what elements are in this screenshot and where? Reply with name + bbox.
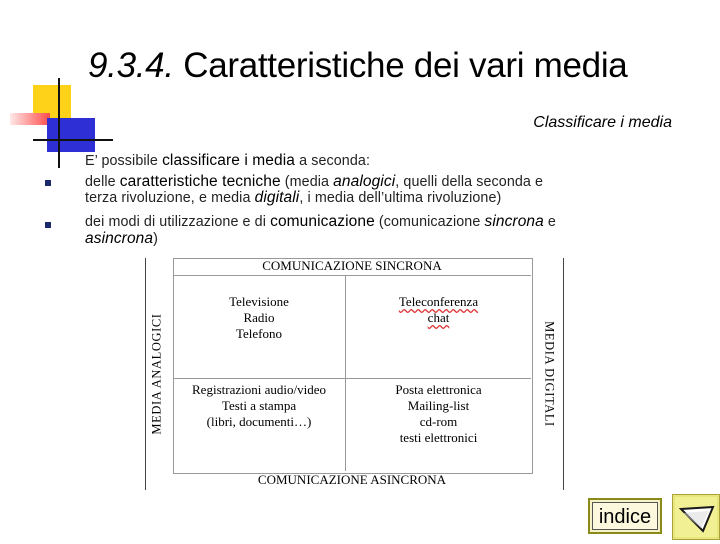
b1-line2-text: terza rivoluzione, e media [85, 190, 255, 206]
b1-italic: analogici [333, 173, 396, 190]
b2-text-a: dei modi di utilizzazione e di [85, 214, 271, 230]
title-text: Caratteristiche dei vari media [183, 46, 628, 85]
intro-emphasis: classificare i media [162, 152, 295, 169]
bullet-2-line-1 [85, 214, 556, 230]
b2-line2-italic: asincrona [85, 230, 154, 247]
slide-title [88, 46, 627, 86]
cell-item: testi elettronici [399, 430, 478, 445]
table-left-edge [145, 258, 146, 490]
cell-item: Registrazioni audio/video [192, 382, 326, 397]
b2-text-c: e [543, 214, 556, 230]
media-classification-table [145, 256, 565, 492]
decor-horizontal-line [33, 139, 113, 141]
bullet-1-line-1 [85, 174, 543, 190]
decor-red-bar [10, 113, 50, 125]
cell-item: Posta elettronica [395, 382, 482, 397]
bottom-axis-label: COMUNICAZIONE ASINCRONA [257, 472, 447, 487]
table-rule [173, 275, 531, 276]
title-number: 9.3.4. [88, 46, 174, 85]
cell-item: Mailing-list [407, 398, 470, 413]
b1-line2-end: , i media dell’ultima rivoluzione) [299, 190, 502, 206]
b1-text-c: , quelli della seconda e [395, 174, 544, 190]
cell-item: Teleconferenza [398, 294, 479, 309]
bullet-marker [45, 180, 51, 186]
decor-blue-square [47, 118, 95, 152]
b1-text-a: delle [85, 174, 120, 190]
right-axis-label: MEDIA DIGITALI [542, 321, 557, 427]
b1-line2-italic: digitali [254, 189, 300, 206]
table-rule [173, 378, 531, 379]
indice-label: indice [592, 502, 658, 530]
left-axis-label: MEDIA ANALOGICI [149, 313, 164, 435]
cell-digital-sync [346, 294, 531, 326]
slide-subtitle: Classificare i media [533, 114, 672, 131]
intro-text-b: a seconda: [295, 153, 371, 169]
cell-item: chat [427, 310, 450, 325]
intro-text-a: E’ possibile [85, 153, 163, 169]
intro-line [85, 153, 370, 169]
b1-emphasis: caratteristiche tecniche [119, 173, 281, 190]
b1-text-b: (media [280, 174, 334, 190]
top-axis-label: COMUNICAZIONE SINCRONA [262, 258, 442, 273]
bullet-marker [45, 222, 51, 228]
cell-item: Radio [243, 310, 275, 325]
cell-digital-async [346, 382, 531, 446]
cell-item: (libri, documenti…) [206, 414, 312, 429]
b2-line2-end: ) [153, 231, 158, 247]
b2-emphasis: comunicazione [270, 213, 375, 230]
bullet-1-line-2 [85, 190, 501, 206]
b2-text-b: (comunicazione [374, 214, 485, 230]
b2-italic: sincrona [484, 213, 544, 230]
table-right-edge [563, 258, 564, 490]
cell-item: Telefono [235, 326, 282, 341]
bullet-2-line-2 [85, 231, 158, 247]
decor-vertical-line [58, 78, 60, 168]
back-button[interactable] [672, 494, 720, 540]
cell-analog-sync [173, 294, 345, 342]
cell-item: Testi a stampa [221, 398, 297, 413]
indice-button[interactable] [588, 498, 662, 534]
back-triangle-icon [673, 495, 719, 539]
cell-item: Televisione [229, 294, 289, 309]
cell-item: cd-rom [419, 414, 458, 429]
cell-analog-async [173, 382, 345, 430]
